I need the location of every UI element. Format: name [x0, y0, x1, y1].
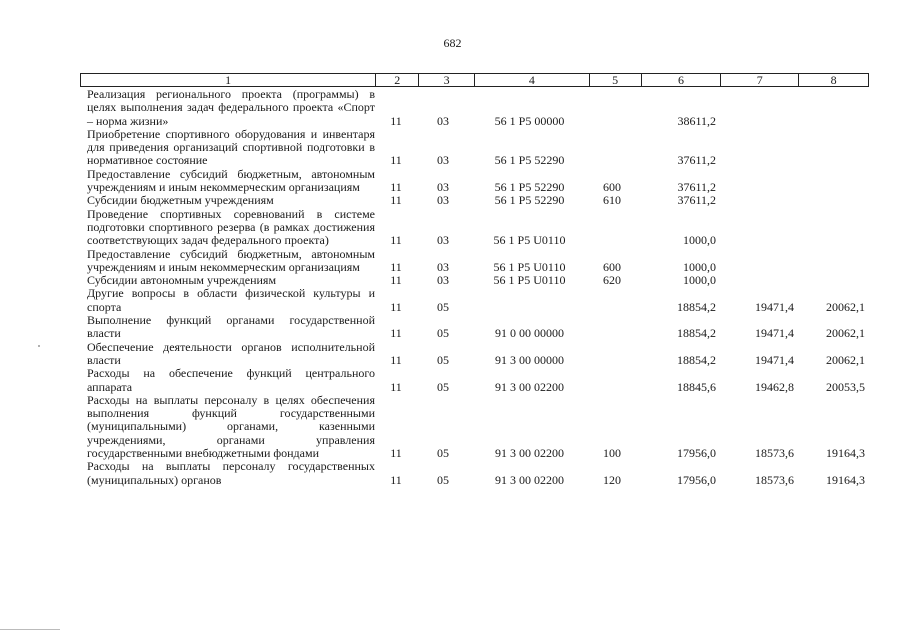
row-amount-year-3: 20062,1 — [826, 326, 865, 341]
header-col-5: 5 — [590, 74, 642, 86]
row-name: Реализация регионального проекта (программы) в целях выполнения задач федерального проекта «Спорт – норма жизни» — [87, 87, 375, 128]
row-name: Расходы на выплаты персоналу в целях обеспечения выполнения функций государственными (муниципальными) органами, казенными учреждениями, органами управления государственными внебюджетными фондами — [87, 392, 375, 461]
row-subsection: 05 — [437, 299, 449, 314]
row-target-article: 56 1 P5 U0110 — [493, 233, 566, 248]
row-subsection: 03 — [437, 233, 449, 248]
row-subsection: 03 — [437, 113, 449, 128]
table-row — [87, 274, 867, 287]
row-name: Проведение спортивных соревнований в системе подготовки спортивного резерва (в рамках достижения соответствующих задач федерального проекта) — [87, 206, 375, 248]
table-row — [87, 394, 867, 460]
table-row — [87, 128, 867, 168]
row-amount-year-1: 18854,2 — [677, 326, 716, 341]
row-name: Предоставление субсидий бюджетным, автономным учреждениям и иным некоммерческим организациям — [87, 246, 375, 274]
row-name: Предоставление субсидий бюджетным, автономным учреждениям и иным некоммерческим организациям — [87, 166, 375, 195]
row-amount-year-1: 17956,0 — [677, 446, 716, 461]
scan-artifact — [38, 345, 40, 347]
row-section: 11 — [390, 153, 402, 168]
row-amount-year-2: 19471,4 — [755, 326, 794, 341]
row-section: 11 — [390, 273, 402, 288]
page-number: 682 — [443, 36, 462, 50]
row-name: Выполнение функций органами государственной власти — [87, 313, 375, 341]
row-target-article: 56 1 P5 U0110 — [493, 273, 566, 288]
header-col-6: 6 — [642, 74, 722, 86]
row-amount-year-1: 37611,2 — [677, 180, 716, 195]
row-amount-year-3: 20062,1 — [826, 352, 865, 367]
row-subsection: 03 — [437, 193, 449, 208]
table-row — [87, 460, 867, 487]
row-name: Расходы на выплаты персоналу государственных (муниципальных) органов — [87, 459, 375, 487]
row-name: Субсидии автономным учреждениям — [87, 273, 277, 288]
table-row — [87, 248, 867, 275]
header-col-4: 4 — [475, 74, 590, 86]
row-amount-year-1: 37611,2 — [677, 153, 716, 168]
row-amount-year-1: 17956,0 — [677, 472, 716, 487]
row-target-article: 56 1 P5 52290 — [494, 180, 565, 195]
table-row — [87, 287, 867, 314]
row-amount-year-1: 38611,2 — [677, 113, 716, 128]
row-amount-year-2: 19471,4 — [755, 299, 794, 314]
scan-artifact — [0, 629, 60, 630]
row-section: 11 — [390, 180, 402, 195]
row-target-article: 91 3 00 02200 — [495, 446, 564, 461]
row-section: 11 — [390, 379, 402, 394]
row-amount-year-2: 19462,8 — [755, 379, 794, 394]
row-subsection: 03 — [437, 259, 449, 274]
row-amount-year-3: 19164,3 — [826, 446, 865, 461]
table-row — [87, 341, 867, 368]
row-target-article: 56 1 P5 U0110 — [493, 259, 566, 274]
table-header — [80, 73, 869, 87]
row-name: Субсидии бюджетным учреждениям — [87, 193, 274, 208]
header-col-8: 8 — [830, 73, 837, 87]
row-subsection: 03 — [437, 273, 449, 288]
row-expense-type: 120 — [603, 472, 621, 487]
row-section: 11 — [390, 472, 402, 487]
row-subsection: 05 — [437, 446, 449, 461]
row-name: Обеспечение деятельности органов исполнительной власти — [87, 339, 375, 367]
header-col-1: 1 — [81, 74, 376, 86]
row-section: 11 — [390, 326, 402, 341]
row-target-article: 56 1 P5 52290 — [494, 153, 565, 168]
row-name: Приобретение спортивного оборудования и инвентаря для приведения организаций спортивной подготовки в нормативное состояние — [87, 126, 375, 168]
row-section: 11 — [390, 446, 402, 461]
table-row — [87, 88, 867, 128]
row-amount-year-3: 19164,3 — [826, 472, 865, 487]
row-subsection: 05 — [437, 352, 449, 367]
row-amount-year-1: 18854,2 — [677, 299, 716, 314]
row-section: 11 — [390, 299, 402, 314]
row-amount-year-1: 1000,0 — [683, 259, 716, 274]
row-target-article: 56 1 P5 52290 — [494, 193, 565, 208]
header-col-7: 7 — [721, 74, 799, 86]
row-section: 11 — [390, 233, 402, 248]
table-row — [87, 194, 867, 207]
row-expense-type: 610 — [603, 193, 621, 208]
row-name: Другие вопросы в области физической культуры и спорта — [87, 286, 375, 314]
row-name: Расходы на обеспечение функций центрального аппарата — [87, 366, 375, 394]
row-amount-year-3: 20053,5 — [826, 379, 865, 394]
row-section: 11 — [390, 352, 402, 367]
table-body — [87, 88, 867, 487]
row-expense-type: 600 — [603, 180, 621, 195]
row-amount-year-2: 19471,4 — [755, 352, 794, 367]
row-amount-year-2: 18573,6 — [755, 472, 794, 487]
table-row — [87, 314, 867, 341]
row-expense-type: 620 — [603, 273, 621, 288]
row-target-article: 91 0 00 00000 — [495, 326, 564, 341]
row-section: 11 — [390, 113, 402, 128]
row-amount-year-1: 1000,0 — [683, 273, 716, 288]
row-subsection: 03 — [437, 180, 449, 195]
header-col-3: 3 — [419, 74, 475, 86]
row-subsection: 05 — [437, 326, 449, 341]
row-amount-year-1: 1000,0 — [683, 233, 716, 248]
row-target-article: 56 1 P5 00000 — [494, 113, 565, 128]
row-amount-year-1: 37611,2 — [677, 193, 716, 208]
row-subsection: 03 — [437, 153, 449, 168]
row-subsection: 05 — [437, 379, 449, 394]
row-subsection: 05 — [437, 472, 449, 487]
row-amount-year-1: 18845,6 — [677, 379, 716, 394]
row-amount-year-2: 18573,6 — [755, 446, 794, 461]
row-target-article: 91 3 00 00000 — [495, 352, 564, 367]
table-row — [87, 367, 867, 394]
header-col-2: 2 — [376, 74, 419, 86]
table-row — [87, 208, 867, 248]
row-expense-type: 100 — [603, 446, 621, 461]
row-section: 11 — [390, 259, 402, 274]
table-row — [87, 168, 867, 195]
row-target-article: 91 3 00 02200 — [495, 472, 564, 487]
row-target-article: 91 3 00 02200 — [495, 379, 564, 394]
row-section: 11 — [390, 193, 402, 208]
row-expense-type: 600 — [603, 259, 621, 274]
row-amount-year-3: 20062,1 — [826, 299, 865, 314]
row-amount-year-1: 18854,2 — [677, 352, 716, 367]
